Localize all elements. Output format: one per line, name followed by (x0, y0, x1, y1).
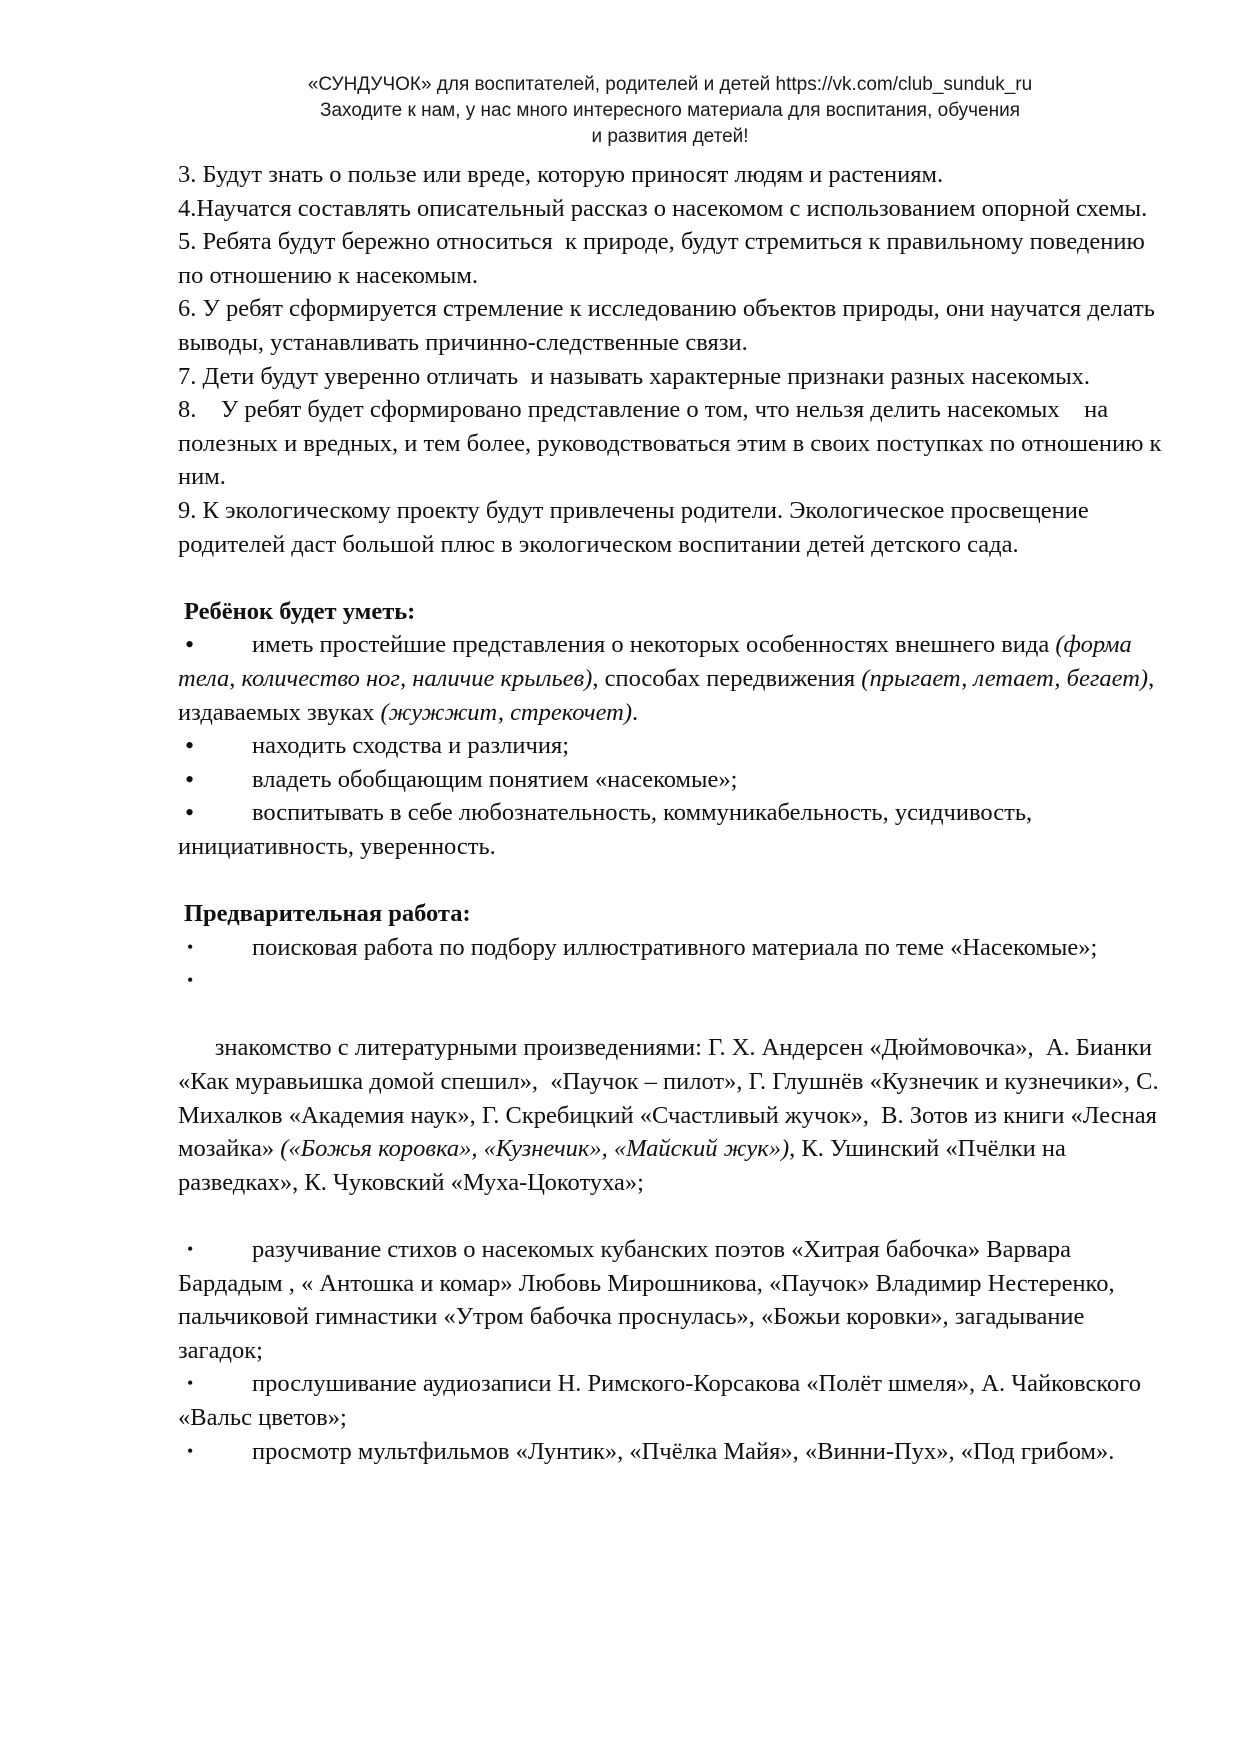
result-item: 7. Дети будут уверенно отличать и называть характерные признаки разных насекомых. (178, 362, 1091, 390)
skills-list-item: • воспитывать в себе любознательность, коммуникабельность, усидчивость, инициативность, уверенность. (178, 798, 1033, 860)
skills-list-item: • владеть обобщающим понятием «насекомые»; (178, 763, 1163, 797)
spacer (178, 561, 1163, 595)
prep-heading: Предварительная работа: (184, 900, 471, 928)
prep-list-item: • разучивание стихов о насекомых кубанских поэтов «Хитрая бабочка» Варвара Бардадым , « Антошка и комар» Любовь Мирошникова, «Паучок» Владимир Нестеренко, пальчиковой гимнастики «Утром бабочка проснулась», «Божьи коровки», загадывание загадок; (178, 1233, 1163, 1367)
bullet-icon: • (187, 1440, 194, 1461)
bullet-icon: • (185, 764, 195, 794)
prep-list-item: • прослушивание аудиозаписи Н. Римского-Корсакова «Полёт шмеля», А. Чайковского «Вальс цветов»; (178, 1367, 1163, 1434)
page-header (250, 72, 1090, 150)
bullet-icon: • (187, 936, 194, 957)
result-item: 4.Научатся составлять описательный рассказ о насекомом с использованием опорной схемы. (178, 194, 1148, 222)
result-item: 6. У ребят сформируется стремление к исследованию объектов природы, они научатся делать выводы, устанавливать причинно-следственные связи. (178, 295, 1155, 356)
bullet-icon: • (187, 1373, 194, 1394)
bullet-icon: • (185, 731, 195, 761)
result-item: 8. У ребят будет сформировано представление о том, что нельзя делить насекомых на полезных и вредных, и тем более, руководствоваться этим в своих поступках по отношению к ним. (178, 396, 1168, 491)
result-item: 5. Ребята будут бережно относиться к природе, будут стремиться к правильному поведению по отношению к насекомым. (178, 228, 1151, 289)
prep-list-item: • поисковая работа по подбору иллюстративного материала по теме «Насекомые»; (178, 931, 1163, 965)
skills-list-item: • находить сходства и различия; (178, 729, 1163, 763)
bullet-icon: • (187, 1239, 194, 1259)
skills-heading: Ребёнок будет уметь: (184, 597, 416, 625)
bullet-icon: • (185, 630, 195, 660)
bullet-icon: • (185, 798, 195, 828)
bullet-icon: • (187, 970, 194, 991)
header-line-2: Заходите к нам, у нас много интересного материала для воспитания, обучения (319, 100, 1021, 121)
spacer (178, 863, 1163, 897)
result-item: 9. К экологическому проекту будут привлечены родители. Экологическое просвещение родителей даст большой плюс в экологическом воспитании детей детского сада. (178, 496, 1089, 558)
prep-list-item: • просмотр мультфильмов «Лунтик», «Пчёлка Майя», «Винни-Пух», «Под грибом». (178, 1435, 1163, 1469)
result-item: 3. Будут знать о пользе или вреде, которую приносят людям и растениям. (178, 161, 944, 188)
skills-list-item: • иметь простейшие представления о некоторых особенностях внешнего вида (форма тела, количество ног, наличие крыльев), способах передвижения (прыгает, летает, бегает), издаваемых звуках (жужжит, стрекочет). (178, 630, 1155, 726)
document-body (178, 158, 1168, 1468)
prep-list-item: • знакомство с литературными произведениями: Г. Х. Андерсен «Дюймовочка», А. Бианки «Как муравьишка домой спешил», «Паучок – пилот», Г. Глушнёв «Кузнечик и кузнечики», С. Михалков «Академия наук», Г. Скребицкий «Счастливый жучок», В. Зотов из книги «Лесная мозайка» («Божья коровка», «Кузнечик», «Майский жук»), К. Ушинский «Пчёлки на разведках», К. Чуковский «Муха-Цокотуха»; (178, 964, 1163, 1233)
header-line-3: и развития детей! (591, 126, 749, 147)
header-line-1: «СУНДУЧОК» для воспитателей, родителей и детей https://vk.com/club_sunduk_ru (307, 74, 1033, 95)
